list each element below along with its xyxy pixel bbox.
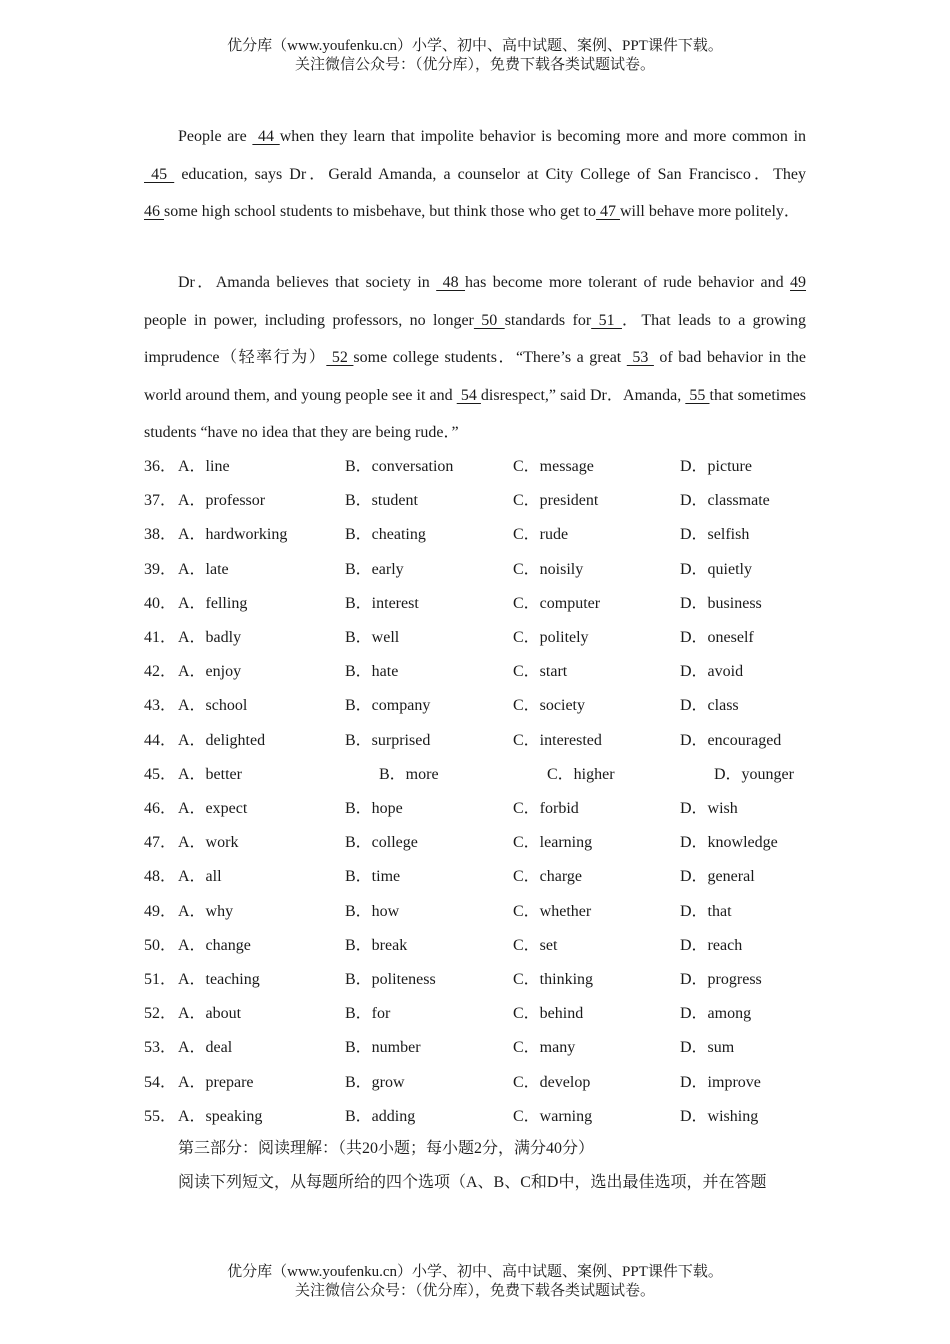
option-d: D．business xyxy=(680,594,762,612)
option-b: B．time xyxy=(345,868,401,886)
option-b: B．for xyxy=(345,1005,391,1023)
option-b: B．hope xyxy=(345,800,403,817)
question-number: 44． xyxy=(144,731,177,749)
question-row xyxy=(144,731,824,751)
option-b: B．well xyxy=(345,629,400,646)
option-c: C．message xyxy=(513,458,594,475)
option-d: D．knowledge xyxy=(680,834,778,852)
question-row xyxy=(144,902,824,922)
answer-blank: 44 xyxy=(252,128,280,145)
option-d: D．improve xyxy=(680,1073,761,1091)
answer-blank: 45 xyxy=(144,165,175,183)
question-number: 37． xyxy=(144,492,177,510)
option-c: C．behind xyxy=(513,1005,584,1023)
option-b: B．grow xyxy=(345,1073,405,1091)
question-number: 49． xyxy=(144,902,177,920)
answer-blank: 52 xyxy=(326,349,354,366)
question-number: 42． xyxy=(144,663,177,681)
passage-text: of bad behavior in the world around them, and young people see it and xyxy=(144,349,807,404)
option-d: D．reach xyxy=(680,936,743,954)
option-c: C．computer xyxy=(513,594,601,612)
passage-text: some high school students to misbehave, but think those who get to xyxy=(164,203,596,220)
option-d: D．wish xyxy=(680,800,738,817)
question-number: 53． xyxy=(144,1039,177,1057)
option-b: B．student xyxy=(345,492,418,510)
question-number: 39． xyxy=(144,560,177,578)
page-header xyxy=(0,37,950,75)
passage-text: People are xyxy=(178,128,253,145)
option-d: D．among xyxy=(680,1005,752,1023)
question-number: 43． xyxy=(144,697,177,715)
option-c: C．politely xyxy=(513,629,589,646)
option-d: D．wishing xyxy=(680,1107,759,1125)
option-c: C．develop xyxy=(513,1073,591,1091)
passage-text: disrespect,” said Dr．Amanda, xyxy=(480,386,686,404)
question-number: 54． xyxy=(144,1073,177,1091)
question-row xyxy=(144,1073,824,1093)
question-row xyxy=(144,662,824,682)
passage-text: Dr．Amanda believes that society in xyxy=(178,274,437,291)
question-number: 55． xyxy=(144,1107,177,1125)
option-b: B．college xyxy=(345,834,418,852)
answer-blank: 49 xyxy=(790,274,807,291)
question-number: 46． xyxy=(144,800,177,817)
question-number: 38． xyxy=(144,526,177,544)
passage-text: people in power, including professors, no longer xyxy=(144,311,474,329)
option-c: C．noisily xyxy=(513,560,584,578)
question-row xyxy=(144,970,824,990)
option-c: C．rude xyxy=(513,526,569,544)
option-c: C．society xyxy=(513,697,585,715)
option-c: C．learning xyxy=(513,834,593,852)
option-a: A．prepare xyxy=(178,1073,254,1091)
option-b: B．early xyxy=(345,560,404,578)
option-d: D．that xyxy=(680,902,732,920)
question-number: 41． xyxy=(144,629,177,646)
option-b: B．politeness xyxy=(345,971,436,988)
option-b: B．more xyxy=(379,765,439,783)
option-d: D．younger xyxy=(714,765,794,783)
question-row xyxy=(144,628,824,648)
option-a: A．felling xyxy=(178,594,248,612)
option-c: C．interested xyxy=(513,731,602,749)
option-d: D．avoid xyxy=(680,663,744,681)
answer-blank: 48 xyxy=(436,274,466,291)
option-c: C．whether xyxy=(513,902,592,920)
question-row xyxy=(144,867,824,887)
answer-blank: 47 xyxy=(595,203,620,220)
question-number: 51． xyxy=(144,971,177,988)
option-a: A．all xyxy=(178,868,222,886)
option-a: A．expect xyxy=(178,800,248,817)
option-b: B．company xyxy=(345,697,431,715)
option-b: B．how xyxy=(345,902,400,920)
question-row xyxy=(144,936,824,956)
option-d: D．classmate xyxy=(680,492,770,510)
question-row xyxy=(144,799,824,819)
option-d: D．selfish xyxy=(680,526,750,544)
passage-text: when they learn that impolite behavior is becoming more and more common in xyxy=(279,128,807,145)
option-c: C．thinking xyxy=(513,971,594,988)
option-a: A．work xyxy=(178,834,239,852)
question-number: 50． xyxy=(144,936,177,954)
question-row xyxy=(144,594,824,614)
option-d: D．class xyxy=(680,697,739,715)
question-row xyxy=(144,525,824,545)
question-number: 47． xyxy=(144,834,177,852)
passage-text: has become more tolerant of rude behavior and xyxy=(465,274,791,291)
option-c: C．warning xyxy=(513,1107,593,1125)
option-a: A．about xyxy=(178,1005,242,1023)
option-c: C．president xyxy=(513,492,599,510)
option-c: C．many xyxy=(513,1039,576,1057)
option-b: B．hate xyxy=(345,663,399,681)
option-c: C．forbid xyxy=(513,800,579,817)
answer-blank: 55 xyxy=(685,386,710,404)
option-a: A．deal xyxy=(178,1039,233,1057)
passage-text: standards for xyxy=(504,311,592,329)
passage-text: that sometimes students “have no idea that they are being rude．” xyxy=(144,386,807,441)
option-d: D．oneself xyxy=(680,629,754,646)
question-number: 48． xyxy=(144,868,177,886)
question-number: 45． xyxy=(144,765,177,783)
answer-blank: 53 xyxy=(626,349,654,366)
passage-paragraph-1 xyxy=(144,118,806,231)
option-b: B．surprised xyxy=(345,731,431,749)
page-footer xyxy=(0,1263,950,1301)
option-a: A．school xyxy=(178,697,248,715)
option-a: A．late xyxy=(178,560,229,578)
section-3-title: 第三部分：阅读理解：（共20小题；每小题2分，满分40分） xyxy=(178,1140,595,1157)
option-b: B．conversation xyxy=(345,458,454,475)
option-a: A．why xyxy=(178,902,234,920)
option-b: B．adding xyxy=(345,1107,416,1125)
passage-text: some college students．“There’s a great xyxy=(353,349,627,366)
question-row xyxy=(144,491,824,511)
option-b: B．number xyxy=(345,1039,421,1057)
option-a: A．hardworking xyxy=(178,526,288,544)
option-b: B．break xyxy=(345,936,408,954)
option-a: A．change xyxy=(178,936,251,954)
option-a: A．line xyxy=(178,458,230,475)
option-a: A．speaking xyxy=(178,1107,263,1125)
answer-blank: 54 xyxy=(456,386,481,404)
option-d: D．picture xyxy=(680,458,752,475)
answer-blank: 50 xyxy=(473,311,505,329)
header-line-2: 关注微信公众号：（优分库），免费下载各类试题试卷。 xyxy=(294,57,655,73)
answer-blank: 51 xyxy=(591,311,622,329)
footer-line-1: 优分库（www.youfenku.cn）小学、初中、高中试题、案例、PPT课件下载。 xyxy=(227,1264,723,1280)
header-line-1: 优分库（www.youfenku.cn）小学、初中、高中试题、案例、PPT课件下载。 xyxy=(227,38,723,54)
question-row xyxy=(144,1107,824,1127)
option-a: A．enjoy xyxy=(178,663,242,681)
option-a: A．delighted xyxy=(178,731,266,749)
option-a: A．teaching xyxy=(178,971,260,988)
option-a: A．professor xyxy=(178,492,266,510)
option-b: B．cheating xyxy=(345,526,426,544)
passage-text: ．That leads to a growing imprudence（轻率行为） xyxy=(144,311,807,366)
option-d: D．progress xyxy=(680,971,762,988)
question-row xyxy=(144,696,824,716)
question-row xyxy=(144,560,824,580)
answer-blank: 46 xyxy=(144,203,164,220)
option-d: D．encouraged xyxy=(680,731,782,749)
question-row xyxy=(144,765,824,785)
footer-line-2: 关注微信公众号：（优分库），免费下载各类试题试卷。 xyxy=(294,1283,655,1299)
question-row xyxy=(144,1004,824,1024)
option-c: C．higher xyxy=(547,765,615,783)
option-d: D．general xyxy=(680,868,755,886)
question-number: 40． xyxy=(144,594,177,612)
question-number: 36． xyxy=(144,458,177,475)
question-row xyxy=(144,1038,824,1058)
option-b: B．interest xyxy=(345,594,419,612)
question-row xyxy=(144,833,824,853)
option-a: A．badly xyxy=(178,629,242,646)
option-c: C．charge xyxy=(513,868,583,886)
option-c: C．set xyxy=(513,936,558,954)
passage-text: education, says Dr．Gerald Amanda, a counselor at City College of San Francisco．They xyxy=(174,165,806,183)
option-a: A．better xyxy=(178,765,242,783)
passage-text: will behave more politely． xyxy=(619,203,800,220)
passage-paragraph-2 xyxy=(144,264,806,452)
question-number: 52． xyxy=(144,1005,177,1023)
option-d: D．quietly xyxy=(680,560,752,578)
question-row xyxy=(144,457,824,477)
section-3-instruction: 阅读下列短文，从每题所给的四个选项（A、B、C和D中，选出最佳选项，并在答题 xyxy=(178,1174,767,1191)
option-d: D．sum xyxy=(680,1039,735,1057)
option-c: C．start xyxy=(513,663,568,681)
